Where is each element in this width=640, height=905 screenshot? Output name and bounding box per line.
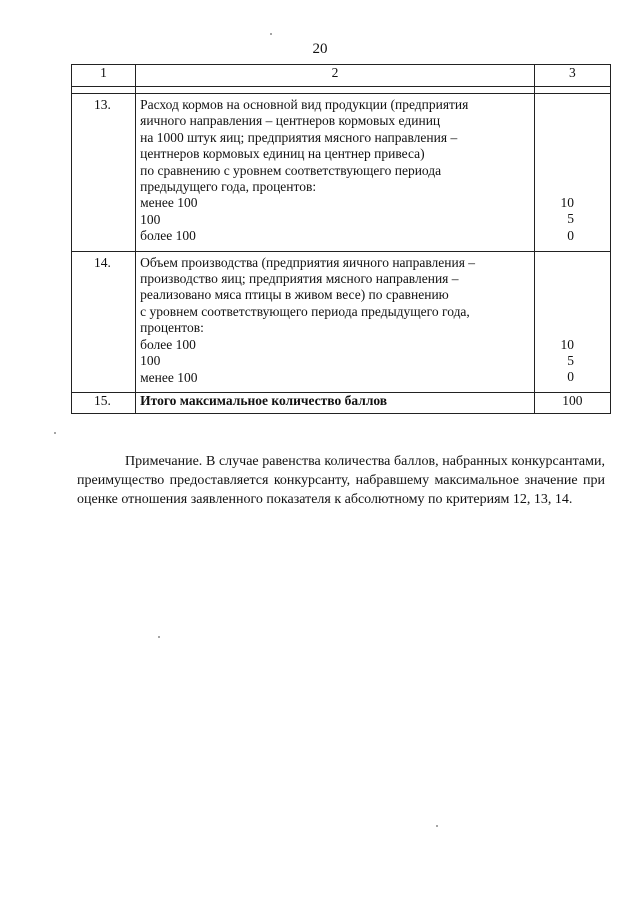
header-col-1: 1 <box>72 65 136 87</box>
criterion-line: центнеров кормовых единиц на центнер привеса) <box>140 146 425 162</box>
footnote <box>77 452 605 509</box>
criterion-line: Расход кормов на основной вид продукции (предприятия <box>140 97 469 112</box>
scan-speck <box>270 33 272 35</box>
scan-speck <box>54 432 56 434</box>
criterion-line: производство яиц; предприятия мясного направления – <box>140 271 459 287</box>
criterion-line: предыдущего года, процентов: <box>140 179 317 195</box>
points-cell <box>534 94 610 252</box>
points-value: 5 <box>567 353 574 369</box>
criterion-text <box>136 94 535 252</box>
points-value: 0 <box>567 369 574 385</box>
table-row <box>72 94 611 252</box>
criterion-text <box>136 251 535 392</box>
scan-speck <box>158 636 160 638</box>
points-value: 0 <box>567 227 574 243</box>
table-row <box>72 251 611 392</box>
criterion-line: 100 <box>140 353 161 369</box>
points-list <box>561 195 575 244</box>
criterion-line: менее 100 <box>140 195 198 211</box>
scan-speck <box>436 825 438 827</box>
criterion-line: на 1000 штук яиц; предприятия мясного направления – <box>140 129 458 145</box>
points-cell <box>534 251 610 392</box>
criterion-line: по сравнению с уровнем соответствующего периода <box>140 162 442 178</box>
points-value: 10 <box>560 336 574 352</box>
criterion-line: с уровнем соответствующего периода предыдущего года, <box>140 303 470 319</box>
header-col-2: 2 <box>136 65 535 87</box>
points-value: 5 <box>567 211 574 227</box>
table-spacer-row <box>72 87 611 94</box>
row-number: 14. <box>72 251 136 392</box>
points-list <box>561 337 575 386</box>
criterion-line: яичного направления – центнеров кормовых единиц <box>140 113 441 129</box>
criterion-line: Объем производства (предприятия яичного направления – <box>140 254 476 270</box>
header-col-3: 3 <box>534 65 610 87</box>
criterion-line: процентов: <box>140 320 204 336</box>
criterion-line: менее 100 <box>140 369 198 385</box>
table-header-row <box>72 65 611 87</box>
points-value: 10 <box>560 195 574 210</box>
criterion-line: 100 <box>140 211 161 227</box>
total-row <box>72 392 611 413</box>
total-label: Итого максимальное количество баллов <box>136 392 535 413</box>
criterion-line: более 100 <box>140 228 196 244</box>
total-points: 100 <box>534 392 610 413</box>
criterion-line: реализовано мяса птицы в живом весе) по сравнению <box>140 287 449 303</box>
page-number: 20 <box>312 41 328 57</box>
criterion-line: более 100 <box>140 336 196 352</box>
row-number: 15. <box>72 392 136 413</box>
footnote-text: Примечание. В случае равенства количества баллов, набранных конкурсантами, преимущество предоставляется конкурсанту, набравшему максимальное значение при оценке отношения заявленного показателя к абсолютному по критериям 12, 13, 14. <box>77 454 605 507</box>
row-number: 13. <box>72 94 136 252</box>
criteria-table <box>71 64 611 414</box>
